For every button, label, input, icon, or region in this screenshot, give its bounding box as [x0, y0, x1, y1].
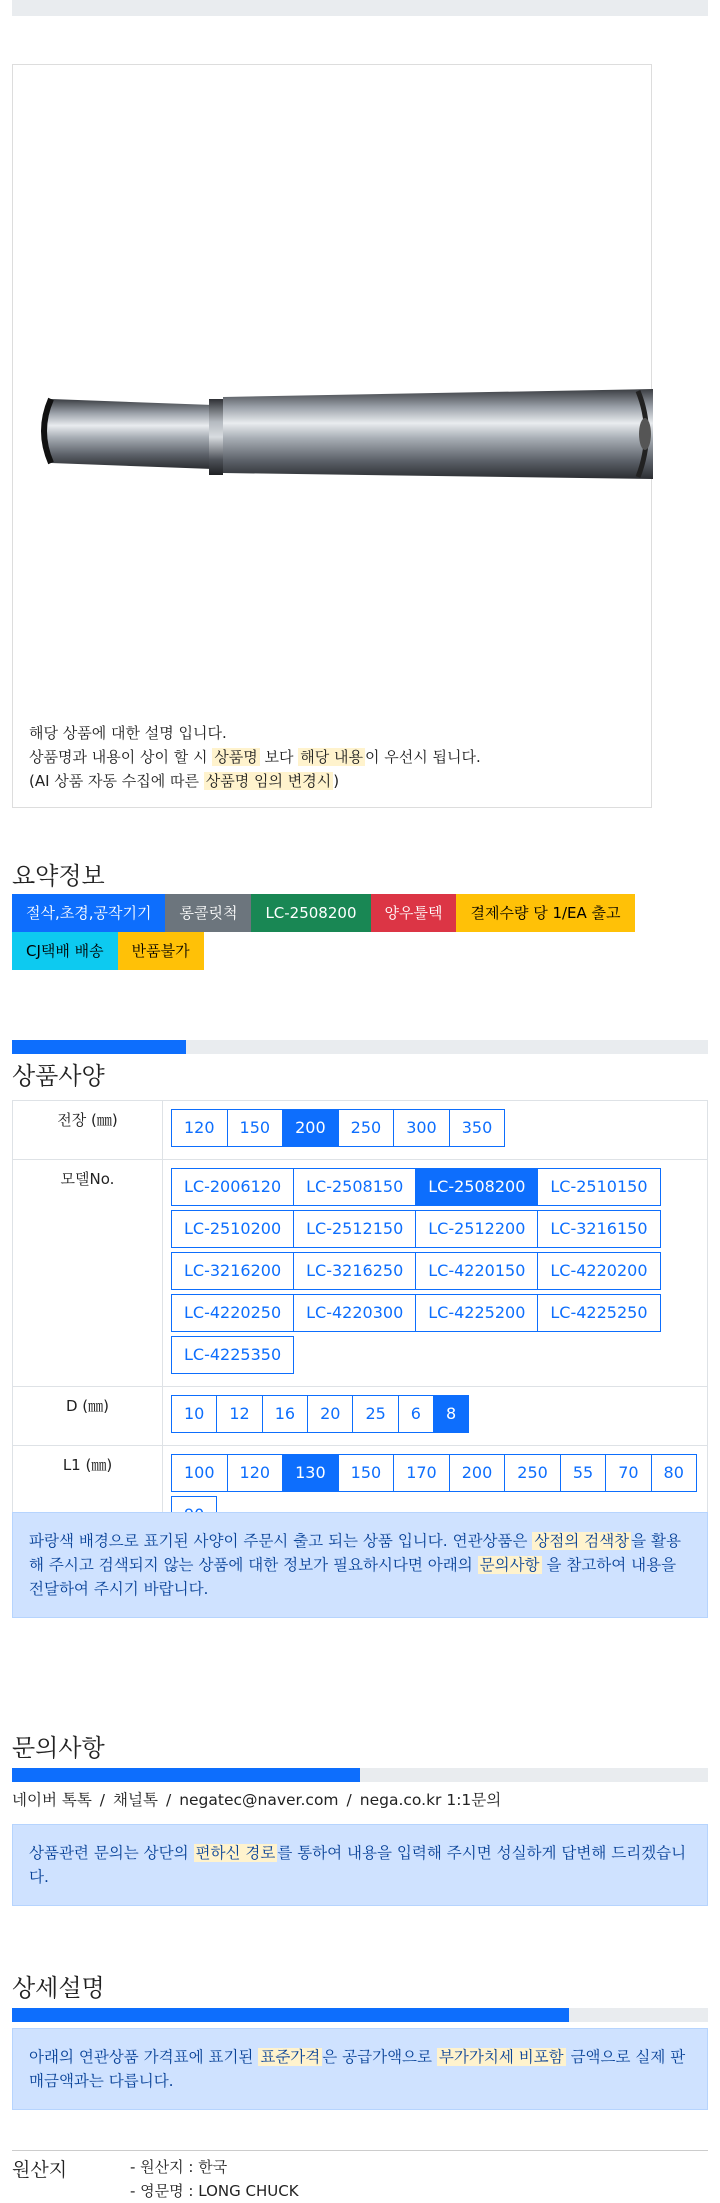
summary-badge: 결제수량 당 1/EA 출고: [456, 894, 634, 932]
detail-notice: 아래의 연관상품 가격표에 표기된 표준가격 은 공급가액으로 부가가치세 비포함 금액으로 실제 판매금액과는 다릅니다.: [12, 2028, 708, 2110]
spec-option[interactable]: 55: [560, 1454, 606, 1492]
contact-link[interactable]: negatec@naver.com: [179, 1791, 339, 1809]
spec-option[interactable]: LC-2512200: [415, 1210, 538, 1248]
spec-notice: 파랑색 배경으로 표기된 사양이 주문시 출고 되는 상품 입니다. 연관상품은 상점의 검색창 을 활용해 주시고 검색되지 않는 상품에 대한 정보가 필요하시다면 아래의 문의사항 을 참고하여 내용을 전달하여 주시기 바랍니다.: [12, 1512, 708, 1618]
spec-option[interactable]: 350: [449, 1109, 506, 1147]
spec-option[interactable]: 150: [338, 1454, 395, 1492]
spec-option[interactable]: 100: [171, 1454, 228, 1492]
spec-row: [13, 1387, 708, 1446]
spec-option-selected[interactable]: 130: [282, 1454, 339, 1492]
spec-option[interactable]: 250: [338, 1109, 395, 1147]
origin-label: 원산지: [12, 2159, 68, 2181]
spec-option[interactable]: 300: [393, 1109, 450, 1147]
contact-link[interactable]: nega.co.kr 1:1문의: [359, 1791, 502, 1809]
spec-option[interactable]: 6: [398, 1395, 434, 1433]
product-image-box: [12, 64, 652, 808]
top-bar: [12, 0, 708, 16]
spec-label: L1 (㎜): [13, 1446, 163, 1547]
spec-row: [13, 1160, 708, 1387]
description-line: 상품명과 내용이 상이 할 시 상품명 보다 해당 내용 이 우선시 됩니다.: [29, 748, 481, 766]
spec-option[interactable]: 120: [227, 1454, 284, 1492]
spec-progress: [12, 1040, 708, 1054]
spec-option[interactable]: 25: [352, 1395, 398, 1433]
spec-option[interactable]: 16: [262, 1395, 308, 1433]
spec-option[interactable]: LC-2510200: [171, 1210, 294, 1248]
description-line: 해당 상품에 대한 설명 입니다.: [29, 724, 227, 742]
spec-table: [12, 1100, 708, 1546]
spec-option[interactable]: 250: [504, 1454, 561, 1492]
spec-option[interactable]: LC-4220300: [293, 1294, 416, 1332]
spec-option[interactable]: 10: [171, 1395, 217, 1433]
spec-option[interactable]: LC-2508150: [293, 1168, 416, 1206]
spec-option-selected[interactable]: LC-2508200: [415, 1168, 538, 1206]
spec-option[interactable]: LC-3216150: [537, 1210, 660, 1248]
spec-option[interactable]: 20: [307, 1395, 353, 1433]
description-line: (AI 상품 자동 수집에 따른 상품명 임의 변경시 ): [29, 772, 340, 790]
summary-title: 요약정보: [12, 862, 105, 890]
spec-label: 전장 (㎜): [13, 1101, 163, 1160]
contact-links: [12, 1788, 501, 1810]
spec-option[interactable]: 120: [171, 1109, 228, 1147]
spec-option[interactable]: LC-4220200: [537, 1252, 660, 1290]
summary-badge: CJ택배 배송: [12, 932, 118, 970]
summary-badge: 롱콜릿척: [165, 894, 251, 932]
spec-row: [13, 1101, 708, 1160]
inquiry-title: 문의사항: [12, 1734, 105, 1762]
spec-option[interactable]: 12: [216, 1395, 262, 1433]
spec-option-selected[interactable]: 8: [433, 1395, 469, 1433]
product-image: [33, 345, 653, 505]
spec-option[interactable]: 80: [651, 1454, 697, 1492]
spec-title: 상품사양: [12, 1062, 105, 1090]
spec-option[interactable]: 150: [227, 1109, 284, 1147]
spec-options: [171, 1395, 699, 1437]
spec-option[interactable]: LC-2006120: [171, 1168, 294, 1206]
spec-option[interactable]: LC-2512150: [293, 1210, 416, 1248]
summary-badge: LC-2508200: [251, 894, 370, 932]
contact-link[interactable]: 채널톡: [113, 1791, 158, 1809]
spec-option[interactable]: LC-3216250: [293, 1252, 416, 1290]
spec-option[interactable]: 170: [393, 1454, 450, 1492]
inquiry-notice: 상품관련 문의는 상단의 편하신 경로 를 통하여 내용을 입력해 주시면 성실하게 답변해 드리겠습니다.: [12, 1824, 708, 1906]
contact-separator: /: [346, 1791, 352, 1809]
detail-title: 상세설명: [12, 1974, 105, 2002]
summary-badge: 양우툴텍: [371, 894, 457, 932]
contact-separator: /: [99, 1791, 106, 1809]
spec-option[interactable]: LC-4225250: [537, 1294, 660, 1332]
spec-label: D (㎜): [13, 1387, 163, 1446]
spec-option-selected[interactable]: 200: [282, 1109, 339, 1147]
spec-option[interactable]: LC-4225200: [415, 1294, 538, 1332]
origin-section: [12, 2150, 708, 2200]
spec-option[interactable]: LC-3216200: [171, 1252, 294, 1290]
origin-line: - 원산지 : 한국: [130, 2158, 228, 2176]
product-description: [29, 721, 481, 793]
summary-badge: 반품불가: [118, 932, 204, 970]
spec-option[interactable]: LC-2510150: [537, 1168, 660, 1206]
spec-option[interactable]: LC-4220150: [415, 1252, 538, 1290]
summary-badge: 절삭,초경,공작기기: [12, 894, 165, 932]
spec-options: [171, 1168, 699, 1378]
origin-line: - 영문명 : LONG CHUCK: [130, 2182, 299, 2200]
spec-option[interactable]: LC-4220250: [171, 1294, 294, 1332]
spec-label: 모델No.: [13, 1160, 163, 1387]
contact-separator: /: [165, 1791, 172, 1809]
detail-progress: [12, 2008, 708, 2022]
spec-option[interactable]: 70: [605, 1454, 651, 1492]
spec-option[interactable]: LC-4225350: [171, 1336, 294, 1374]
spec-option[interactable]: 200: [449, 1454, 506, 1492]
summary-badges: [12, 894, 672, 970]
contact-link[interactable]: 네이버 톡톡: [12, 1791, 92, 1809]
spec-options: [171, 1109, 699, 1151]
inquiry-progress: [12, 1768, 708, 1782]
